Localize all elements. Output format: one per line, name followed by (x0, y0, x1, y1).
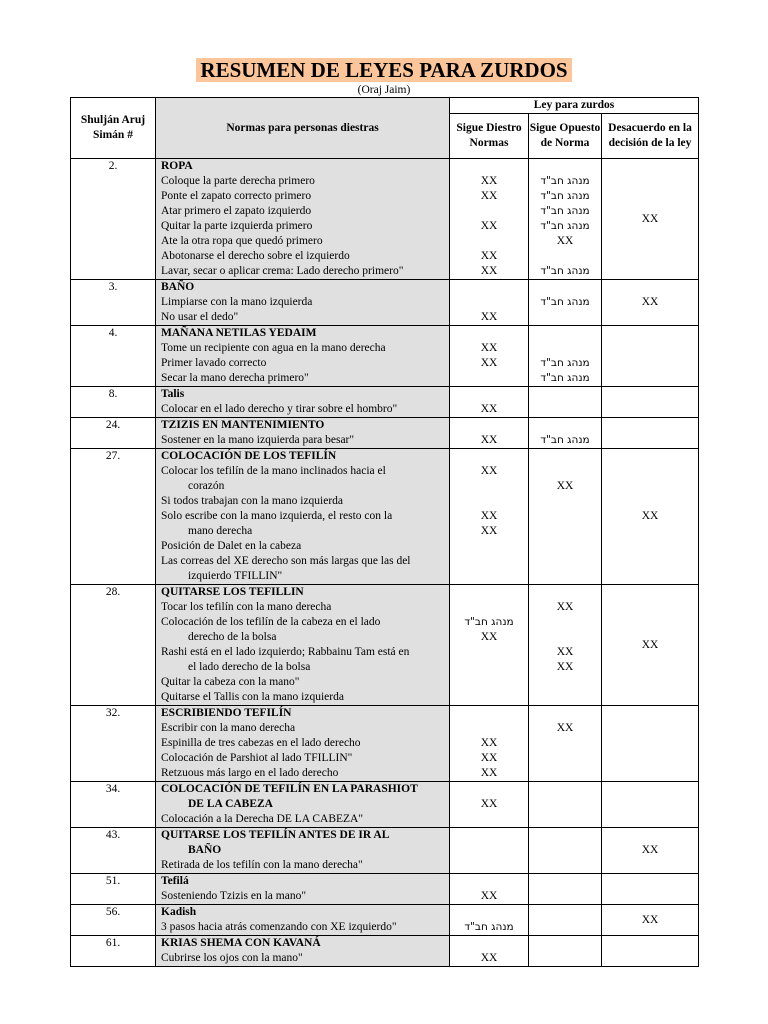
opuesto-mark (529, 889, 601, 904)
sigue-opuesto-cell (529, 418, 602, 449)
desacuerdo-cell (602, 782, 699, 828)
siman-number (71, 936, 156, 967)
siman-number (71, 706, 156, 782)
siman-number (71, 874, 156, 905)
table-row (71, 905, 699, 936)
norm-line: Colocación a la Derecha DE LA CABEZA" (161, 813, 364, 825)
opuesto-mark: מנהג חב"ד (540, 190, 590, 202)
norm-description (156, 159, 450, 280)
norm-line: Lavar, secar o aplicar crema: Lado derecho primero" (161, 265, 404, 277)
desacuerdo-cell (602, 936, 699, 967)
spacer (450, 585, 528, 600)
opuesto-mark (529, 920, 601, 935)
siman-number-text: 2. (108, 160, 118, 172)
title-wrap (0, 58, 768, 82)
section-title: TZIZIS EN MANTENIMIENTO (161, 419, 325, 431)
diestro-mark (450, 204, 528, 219)
spacer (450, 387, 528, 402)
norm-description (156, 936, 450, 967)
page-title: RESUMEN DE LEYES PARA ZURDOS (196, 58, 571, 82)
diestro-mark: XX (480, 190, 498, 202)
siman-number-text: 61. (105, 937, 121, 949)
table-row (71, 782, 699, 828)
siman-number (71, 585, 156, 706)
norm-line: Posición de Dalet en la cabeza (161, 540, 302, 552)
diestro-mark: XX (480, 311, 498, 323)
desacuerdo-cell (602, 418, 699, 449)
header-normas: Normas para personas diestras (156, 98, 450, 159)
siman-number-text: 28. (105, 586, 121, 598)
diestro-mark (450, 569, 528, 584)
sigue-diestro-cell (450, 449, 529, 585)
section-title: Kadish (161, 906, 197, 918)
norm-line: DE LA CABEZA (188, 798, 273, 810)
opuesto-mark (529, 249, 601, 264)
opuesto-mark (529, 402, 601, 417)
table-row (71, 585, 699, 706)
spacer (450, 449, 528, 464)
opuesto-mark: מנהג חב"ד (540, 175, 590, 187)
spacer (529, 449, 601, 464)
spacer (450, 874, 528, 889)
opuesto-mark: מנהג חב"ד (540, 434, 590, 446)
opuesto-mark (529, 766, 601, 781)
opuesto-mark: XX (556, 661, 574, 673)
norm-line: Limpiarse con la mano izquierda (161, 296, 313, 308)
sigue-diestro-cell (450, 782, 529, 828)
spacer (529, 280, 601, 295)
sigue-diestro-cell (450, 326, 529, 387)
siman-number-text: 56. (105, 906, 121, 918)
table-row (71, 159, 699, 280)
header-sigue-diestro: Sigue Diestro Normas (450, 114, 529, 159)
sigue-diestro-cell (450, 874, 529, 905)
laws-table (70, 97, 699, 967)
sigue-opuesto-cell (529, 585, 602, 706)
desacuerdo-mark: XX (641, 638, 659, 651)
norm-line: mano derecha (188, 525, 253, 537)
norm-description (156, 387, 450, 418)
siman-number (71, 159, 156, 280)
diestro-mark (450, 295, 528, 310)
opuesto-mark: מנהג חב"ד (540, 220, 590, 232)
siman-number-text: 32. (105, 707, 121, 719)
section-title: BAÑO (161, 281, 195, 293)
diestro-mark (450, 479, 528, 494)
desacuerdo-cell (602, 280, 699, 326)
siman-number (71, 828, 156, 874)
desacuerdo-cell (602, 828, 699, 874)
diestro-mark: XX (480, 220, 498, 232)
spacer (529, 326, 601, 341)
sigue-diestro-cell (450, 936, 529, 967)
spacer (529, 905, 601, 920)
siman-number (71, 905, 156, 936)
diestro-mark: XX (480, 510, 498, 522)
sigue-opuesto-cell (529, 828, 602, 874)
diestro-mark: XX (480, 737, 498, 749)
siman-number-text: 43. (105, 829, 121, 841)
opuesto-mark (529, 615, 601, 630)
norm-line: Colocar los tefilín de la mano inclinados hacia el (161, 465, 386, 477)
diestro-mark: XX (480, 250, 498, 262)
norm-line: Ponte el zapato correcto primero (161, 190, 312, 202)
sigue-opuesto-cell (529, 280, 602, 326)
desacuerdo-cell (602, 449, 699, 585)
diestro-mark: XX (480, 631, 498, 643)
norm-line: Colocación de los tefilín de la cabeza en el lado (161, 616, 381, 628)
opuesto-mark: מנהג חב"ד (540, 357, 590, 369)
sigue-diestro-cell (450, 159, 529, 280)
norm-line: Abotonarse el derecho sobre el izquierdo (161, 250, 350, 262)
opuesto-mark (529, 951, 601, 966)
header-ley-para-zurdos: Ley para zurdos (450, 98, 699, 114)
diestro-mark (450, 554, 528, 569)
desacuerdo-cell (602, 326, 699, 387)
norm-line: el lado derecho de la bolsa (188, 661, 311, 673)
spacer (450, 905, 528, 920)
spacer (450, 159, 528, 174)
norm-description (156, 449, 450, 585)
sigue-opuesto-cell (529, 936, 602, 967)
norm-description (156, 706, 450, 782)
section-title: Talis (161, 388, 185, 400)
opuesto-mark: XX (556, 235, 574, 247)
opuesto-mark (529, 464, 601, 479)
siman-number-text: 24. (105, 419, 121, 431)
siman-number-text: 3. (108, 281, 118, 293)
opuesto-mark (529, 310, 601, 325)
table-row (71, 874, 699, 905)
desacuerdo-mark: XX (641, 296, 659, 308)
opuesto-mark (529, 569, 601, 584)
norm-line: Quitar la cabeza con la mano" (161, 676, 300, 688)
siman-number (71, 326, 156, 387)
norm-line: Ate la otra ropa que quedó primero (161, 235, 323, 247)
diestro-mark (450, 371, 528, 386)
opuesto-mark (529, 554, 601, 569)
norm-line: Colocación de Parshiot al lado TFILLIN" (161, 752, 353, 764)
diestro-mark: XX (480, 752, 498, 764)
norm-description (156, 874, 450, 905)
sigue-diestro-cell (450, 905, 529, 936)
sigue-diestro-cell (450, 280, 529, 326)
sigue-diestro-cell (450, 828, 529, 874)
norm-line: corazón (188, 480, 225, 492)
section-title: KRIAS SHEMA CON KAVANÁ (161, 937, 321, 949)
norm-line: Sostener en la mano izquierda para besar" (161, 434, 355, 446)
table-row (71, 280, 699, 326)
table-row (71, 326, 699, 387)
diestro-mark: XX (480, 342, 498, 354)
diestro-mark: מנהג חב"ד (464, 921, 514, 933)
norm-description (156, 782, 450, 828)
desacuerdo-cell (602, 874, 699, 905)
opuesto-mark (529, 341, 601, 356)
norm-line: Sosteniendo Tzizis en la mano" (161, 890, 307, 902)
siman-number-text: 34. (105, 783, 121, 795)
diestro-mark (450, 858, 528, 873)
opuesto-mark (529, 630, 601, 645)
section-title: MAÑANA NETILAS YEDAIM (161, 327, 317, 339)
opuesto-mark: XX (556, 480, 574, 492)
spacer (450, 280, 528, 295)
siman-number-text: 27. (105, 450, 121, 462)
desacuerdo-cell (602, 905, 699, 936)
page-subtitle: (Oraj Jaim) (357, 84, 411, 96)
norm-line: 3 pasos hacia atrás comenzando con XE izquierdo" (161, 921, 397, 933)
section-title: QUITARSE LOS TEFILLIN (161, 586, 304, 598)
norm-line: Colocar en el lado derecho y tirar sobre el hombro" (161, 403, 398, 415)
spacer (529, 936, 601, 951)
diestro-mark (450, 812, 528, 827)
desacuerdo-mark: XX (641, 510, 659, 522)
diestro-mark (450, 675, 528, 690)
opuesto-mark: מנהג חב"ד (540, 265, 590, 277)
siman-number (71, 418, 156, 449)
table-row (71, 387, 699, 418)
diestro-mark (450, 660, 528, 675)
desacuerdo-cell (602, 706, 699, 782)
desacuerdo-mark: XX (641, 844, 659, 856)
diestro-mark (450, 494, 528, 509)
siman-number-text: 8. (108, 388, 118, 400)
opuesto-mark (529, 736, 601, 751)
section-title: ROPA (161, 160, 193, 172)
norm-line: Quitarse el Tallis con la mano izquierda (161, 691, 344, 703)
section-title: COLOCACIÓN DE TEFILÍN EN LA PARASHIOT (161, 783, 418, 795)
spacer (450, 418, 528, 433)
siman-number (71, 449, 156, 585)
opuesto-mark: XX (556, 601, 574, 613)
table-row (71, 936, 699, 967)
opuesto-mark (529, 812, 601, 827)
section-title: COLOCACIÓN DE LOS TEFILÍN (161, 450, 337, 462)
section-title: QUITARSE LOS TEFILÍN ANTES DE IR AL (161, 829, 390, 841)
header-simán: Shulján Aruj Simán # (71, 98, 156, 159)
sigue-diestro-cell (450, 418, 529, 449)
norm-line: Las correas del XE derecho son más largas que las del (161, 555, 411, 567)
spacer (529, 706, 601, 721)
diestro-mark (450, 843, 528, 858)
siman-number (71, 782, 156, 828)
sigue-opuesto-cell (529, 706, 602, 782)
spacer (450, 782, 528, 797)
opuesto-mark (529, 843, 601, 858)
norm-line: Retzuous más largo en el lado derecho (161, 767, 339, 779)
norm-line: derecho de la bolsa (188, 631, 277, 643)
opuesto-mark (529, 524, 601, 539)
opuesto-mark: XX (556, 646, 574, 658)
sigue-opuesto-cell (529, 159, 602, 280)
opuesto-mark (529, 494, 601, 509)
opuesto-mark: XX (556, 722, 574, 734)
diestro-mark: XX (480, 357, 498, 369)
spacer (450, 936, 528, 951)
norm-description (156, 905, 450, 936)
diestro-mark (450, 234, 528, 249)
diestro-mark: XX (480, 403, 498, 415)
spacer (450, 326, 528, 341)
diestro-mark: XX (480, 175, 498, 187)
spacer (529, 159, 601, 174)
diestro-mark: XX (480, 952, 498, 964)
siman-number (71, 280, 156, 326)
diestro-mark: מנהג חב"ד (464, 616, 514, 628)
norm-description (156, 326, 450, 387)
sigue-opuesto-cell (529, 874, 602, 905)
norm-line: Secar la mano derecha primero" (161, 372, 309, 384)
diestro-mark: XX (480, 890, 498, 902)
siman-number-text: 51. (105, 875, 121, 887)
siman-number-text: 4. (108, 327, 118, 339)
norm-line: Quitar la parte izquierda primero (161, 220, 313, 232)
diestro-mark: XX (480, 767, 498, 779)
header-sigue-opuesto: Sigue Opuesto de Norma (529, 114, 602, 159)
norm-line: Espinilla de tres cabezas en el lado derecho (161, 737, 361, 749)
opuesto-mark (529, 509, 601, 524)
norm-line: Retirada de los tefilín con la mano derecha" (161, 859, 363, 871)
opuesto-mark (529, 858, 601, 873)
diestro-mark: XX (480, 265, 498, 277)
spacer (529, 418, 601, 433)
header-desacuerdo: Desacuerdo en la decisión de la ley (602, 114, 699, 159)
norm-description (156, 418, 450, 449)
sigue-diestro-cell (450, 585, 529, 706)
table-row (71, 449, 699, 585)
norm-line: Coloque la parte derecha primero (161, 175, 315, 187)
spacer (450, 706, 528, 721)
table-row (71, 418, 699, 449)
opuesto-mark (529, 797, 601, 812)
sigue-opuesto-cell (529, 449, 602, 585)
opuesto-mark: מנהג חב"ד (540, 296, 590, 308)
diestro-mark: XX (480, 798, 498, 810)
norm-line: Cubrirse los ojos con la mano" (161, 952, 303, 964)
spacer (529, 782, 601, 797)
sigue-diestro-cell (450, 387, 529, 418)
diestro-mark (450, 721, 528, 736)
spacer (529, 387, 601, 402)
sigue-opuesto-cell (529, 905, 602, 936)
diestro-mark (450, 600, 528, 615)
spacer (450, 828, 528, 843)
norm-description (156, 585, 450, 706)
table-row (71, 706, 699, 782)
norm-line: BAÑO (188, 844, 222, 856)
norm-line: izquierdo TFILLIN" (188, 570, 283, 582)
desacuerdo-mark: XX (641, 212, 659, 225)
section-title: Tefilá (161, 875, 189, 887)
norm-line: Solo escribe con la mano izquierda, el resto con la (161, 510, 393, 522)
opuesto-mark (529, 539, 601, 554)
section-title: ESCRIBIENDO TEFILÍN (161, 707, 292, 719)
sigue-opuesto-cell (529, 782, 602, 828)
desacuerdo-mark: XX (641, 913, 659, 926)
spacer (529, 828, 601, 843)
opuesto-mark (529, 690, 601, 705)
desacuerdo-cell (602, 387, 699, 418)
norm-line: Si todos trabajan con la mano izquierda (161, 495, 344, 507)
sigue-opuesto-cell (529, 326, 602, 387)
desacuerdo-cell (602, 585, 699, 706)
norm-description (156, 828, 450, 874)
opuesto-mark: מנהג חב"ד (540, 205, 590, 217)
diestro-mark (450, 690, 528, 705)
diestro-mark (450, 539, 528, 554)
spacer (529, 585, 601, 600)
diestro-mark: XX (480, 525, 498, 537)
sigue-diestro-cell (450, 706, 529, 782)
diestro-mark: XX (480, 434, 498, 446)
opuesto-mark (529, 675, 601, 690)
sigue-opuesto-cell (529, 387, 602, 418)
opuesto-mark (529, 751, 601, 766)
table-row (71, 828, 699, 874)
diestro-mark (450, 645, 528, 660)
norm-line: Escribir con la mano derecha (161, 722, 296, 734)
norm-line: Atar primero el zapato izquierdo (161, 205, 312, 217)
norm-line: Tocar los tefilín con la mano derecha (161, 601, 332, 613)
norm-line: Rashi está en el lado izquierdo; Rabbainu Tam está en (161, 646, 410, 658)
spacer (529, 874, 601, 889)
opuesto-mark: מנהג חב"ד (540, 372, 590, 384)
norm-description (156, 280, 450, 326)
desacuerdo-cell (602, 159, 699, 280)
table-body (71, 159, 699, 967)
diestro-mark: XX (480, 465, 498, 477)
norm-line: Tome un recipiente con agua en la mano derecha (161, 342, 386, 354)
norm-line: Primer lavado correcto (161, 357, 267, 369)
siman-number (71, 387, 156, 418)
norm-line: No usar el dedo" (161, 311, 239, 323)
